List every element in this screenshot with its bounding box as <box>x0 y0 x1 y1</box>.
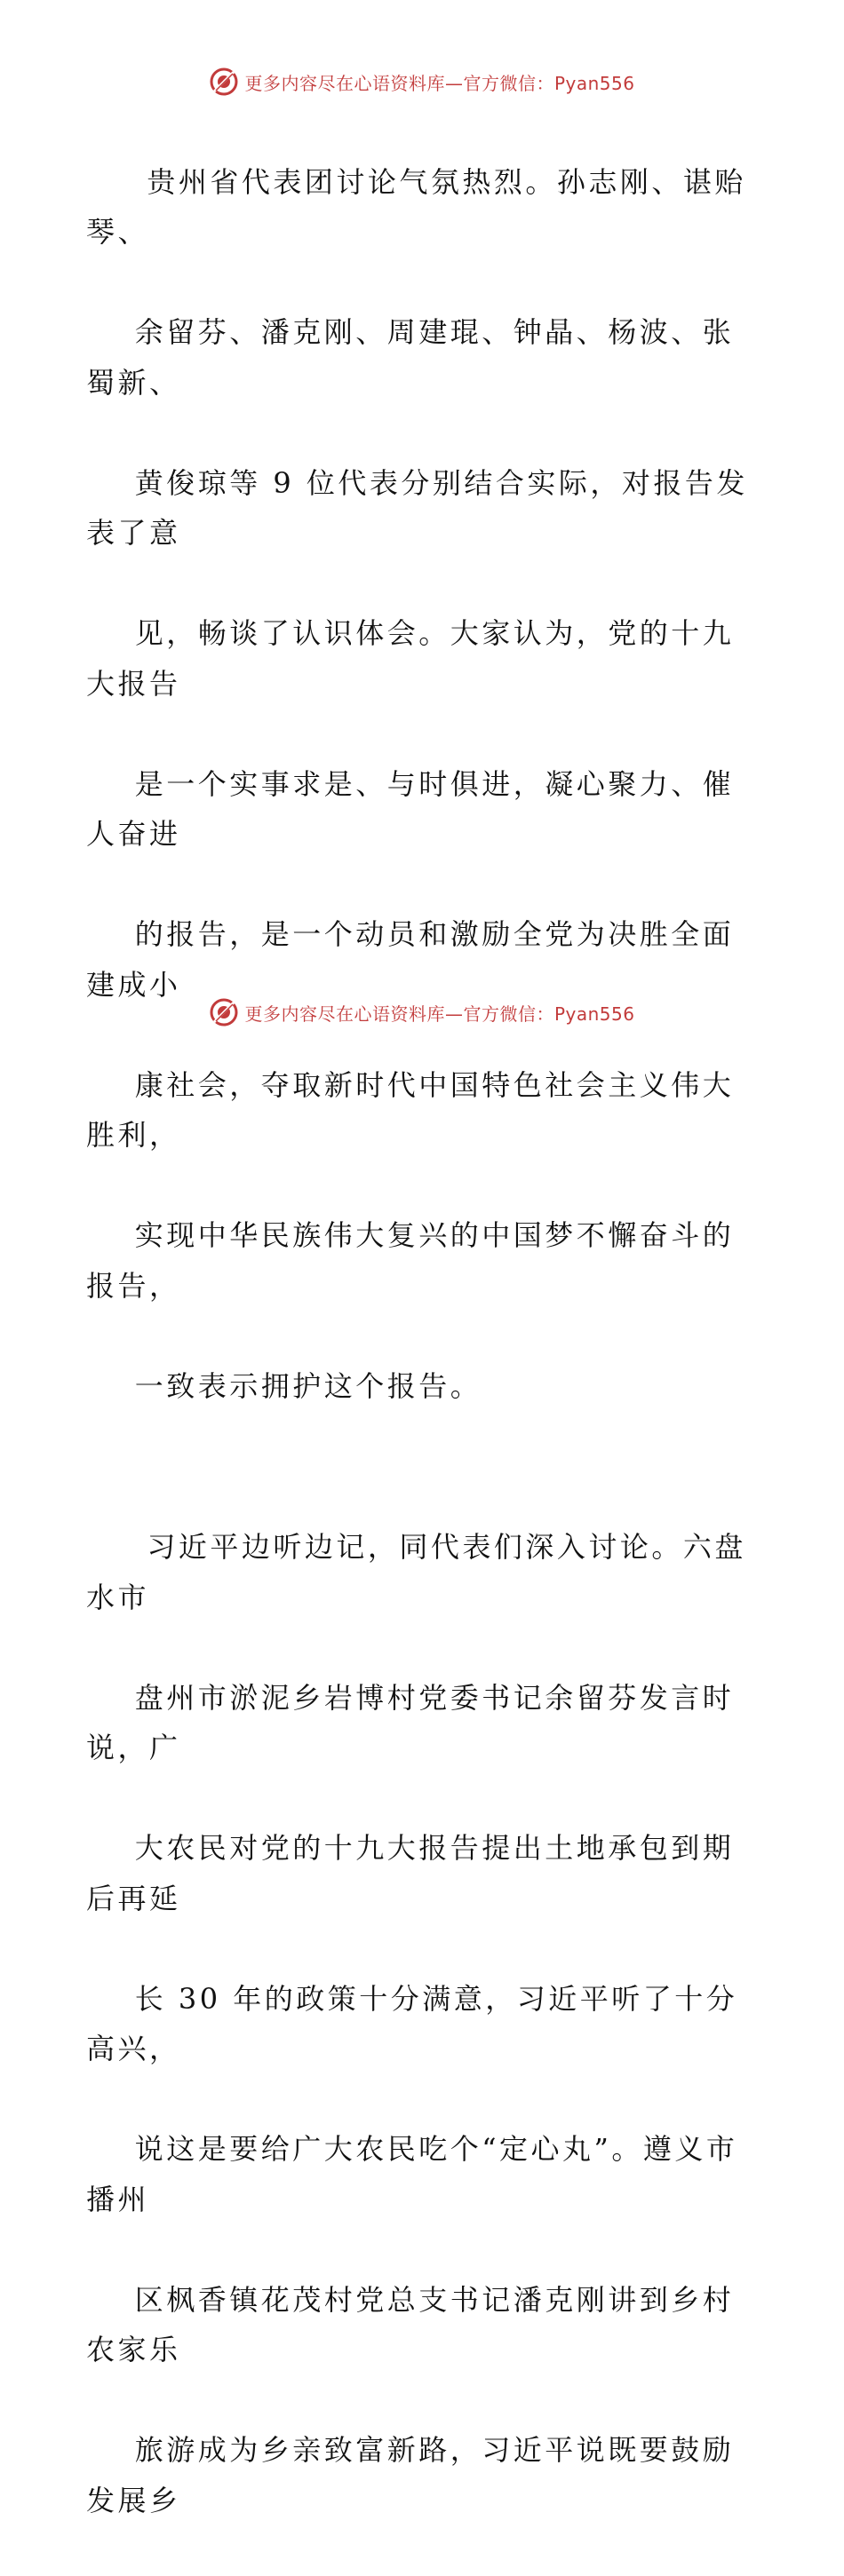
text-line: 一致表示拥护这个报告。 <box>134 1368 482 1403</box>
text-line: 说这是要给广大农民吃个“定心丸”。遵义市播州 <box>86 2132 738 2216</box>
text-line: 是一个实事求是、与时俱进，凝心聚力、催人奋进 <box>86 766 735 851</box>
footer-watermark-banner <box>0 995 844 1030</box>
text-line: 大农民对党的十九大报告提出土地承包到期后再延 <box>86 1831 735 1915</box>
text-line: 习近平边听边记，同代表们深入讨论。六盘水市 <box>86 1530 746 1614</box>
text-line: 黄俊琼等 9 位代表分别结合实际，对报告发表了意 <box>86 465 748 550</box>
header-watermark-text: 更多内容尽在心语资料库—官方微信：Pyan556 <box>244 72 635 94</box>
text-line: 区枫香镇花茂村党总支书记潘克刚讲到乡村农家乐 <box>86 2282 735 2366</box>
text-line: 的报告，是一个动员和激励全党为决胜全面建成小 <box>86 917 735 1002</box>
header-watermark-banner <box>0 64 844 99</box>
text-line: 康社会，夺取新时代中国特色社会主义伟大胜利， <box>86 1067 735 1152</box>
paragraph-1 <box>86 107 761 1462</box>
text-line: 贵州省代表团讨论气氛热烈。孙志刚、谌贻琴、 <box>86 164 746 249</box>
footer-watermark-text: 更多内容尽在心语资料库—官方微信：Pyan556 <box>244 1003 635 1025</box>
text-line: 盘州市淤泥乡岩博村党委书记余留芬发言时说，广 <box>86 1680 735 1764</box>
text-line: 旅游成为乡亲致富新路，习近平说既要鼓励发展乡 <box>86 2433 735 2517</box>
text-line: 余留芬、潘克刚、周建琨、钟晶、杨波、张蜀新、 <box>86 315 735 400</box>
red-seal-logo-icon <box>209 997 239 1027</box>
paragraph-2 <box>86 1472 761 2576</box>
document-body <box>86 107 761 2576</box>
text-line: 长 30 年的政策十分满意，习近平听了十分高兴， <box>86 1981 738 2065</box>
text-line: 实现中华民族伟大复兴的中国梦不懈奋斗的报告， <box>86 1218 735 1303</box>
red-seal-logo-icon <box>209 67 239 97</box>
text-line: 见，畅谈了认识体会。大家认为，党的十九大报告 <box>86 616 735 701</box>
